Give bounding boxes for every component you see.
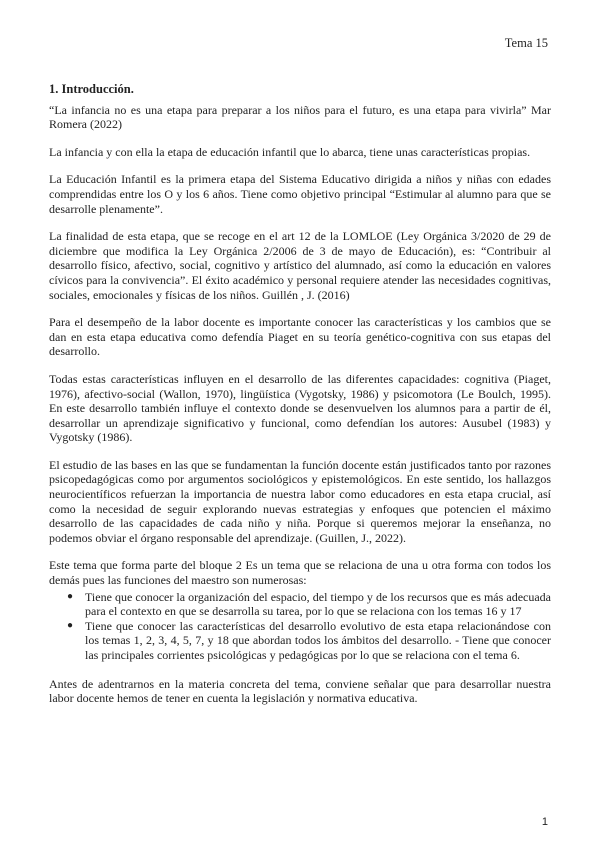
paragraph-neuroscience: El estudio de las bases en las que se fundamentan la función docente están justificados tanto por razones psicopedagógicas como por argumentos sociológicos y epistemológicos. En este sentido, los hallazgos neurocientíficos refuerzan la importancia de nuestra labor como educadores en esta etapa crucial, así como la necesidad de seguir explorando nuevas estrategias y enfoques que potencien el máximo desarrollo de las capacidades de cada niño y niña. Porque si queremos mejorar la enseñanza, no podemos obviar el órgano responsable del aprendizaje. (Guillen, J., 2022). xyxy=(49,457,551,545)
teacher-functions-list xyxy=(49,590,551,663)
page-header-topic: Tema 15 xyxy=(504,36,548,50)
epigraph-quote: “La infancia no es una etapa para preparar a los niños para el futuro, es una etapa para vivirla” Mar Romera (2022) xyxy=(49,102,551,132)
paragraph-closing: Antes de adentrarnos en la materia concreta del tema, conviene señalar que para desarrollar nuestra labor docente hemos de tener en cuenta la legislación y normativa educativa. xyxy=(49,676,551,706)
list-item xyxy=(67,589,551,619)
paragraph-block-2: Este tema que forma parte del bloque 2 Es un tema que se relaciona de una u otra forma con todos los demás pues las funciones del maestro son numerosas: xyxy=(49,558,551,588)
section-title: 1. Introducción. xyxy=(49,82,134,96)
document-body xyxy=(49,82,551,719)
page-number: 1 xyxy=(541,816,548,828)
list-item xyxy=(67,618,551,663)
paragraph-piaget: Para el desempeño de la labor docente es importante conocer las características y los cambios que se dan en esta etapa educativa como defendía Piaget en su teoría genético-cognitiva con sus etapas del desarrollo. xyxy=(49,315,551,359)
list-item-text: Tiene que conocer la organización del espacio, del tiempo y de los recursos que es más adecuada para el contexto en que se desarrolla su tarea, por lo que se relaciona con los temas 16 y 17 xyxy=(85,589,551,619)
bullet-icon: ● xyxy=(67,590,74,602)
list-item-text: Tiene que conocer las características del desarrollo evolutivo de esta etapa relacionándose con los temas 1, 2, 3, 4, 5, 7, y 18 que abordan todos los ámbitos del desarrollo. - Tiene que conocer las principales corrientes psicológicas y pedagógicas por lo que se relaciona con el tema 6. xyxy=(85,618,551,662)
paragraph-first-stage: La Educación Infantil es la primera etapa del Sistema Educativo dirigida a niños y niñas con edades comprendidas entre los O y los 6 años. Tiene como objetivo principal “Estimular al alumno para que se desarrolle plenamente”. xyxy=(49,172,551,216)
paragraph-infancy: La infancia y con ella la etapa de educación infantil que lo abarca, tiene unas características propias. xyxy=(49,144,531,159)
bullet-icon: ● xyxy=(67,619,74,631)
paragraph-lomloe: La finalidad de esta etapa, que se recoge en el art 12 de la LOMLOE (Ley Orgánica 3/2020 de 29 de diciembre que modifica la Ley Orgánica 2/2006 de 3 de mayo de Educación), es: “Contribuir al desarrollo físico, afectivo, social, cognitivo y artístico del alumnado, así como la educación en valores cívicos para la convivencia”. El éxito académico y personal requiere atender las necesidades cognitivas, sociales, emocionales y físicas de los niños. Guillén , J. (2016) xyxy=(49,229,551,302)
paragraph-capacities: Todas estas características influyen en el desarrollo de las diferentes capacidades: cognitiva (Piaget, 1976), afectivo-social (Wallon, 1970), lingüística (Vygotsky, 1986) y psicomotora (Le Boulch, 1995). En este desarrollo también influye el contexto donde se desenvuelven los alumnos para a partir de él, desarrollar un aprendizaje significativo y funcional, como defendían los autores: Ausubel (1983) y Vygotsky (1986). xyxy=(49,371,551,445)
